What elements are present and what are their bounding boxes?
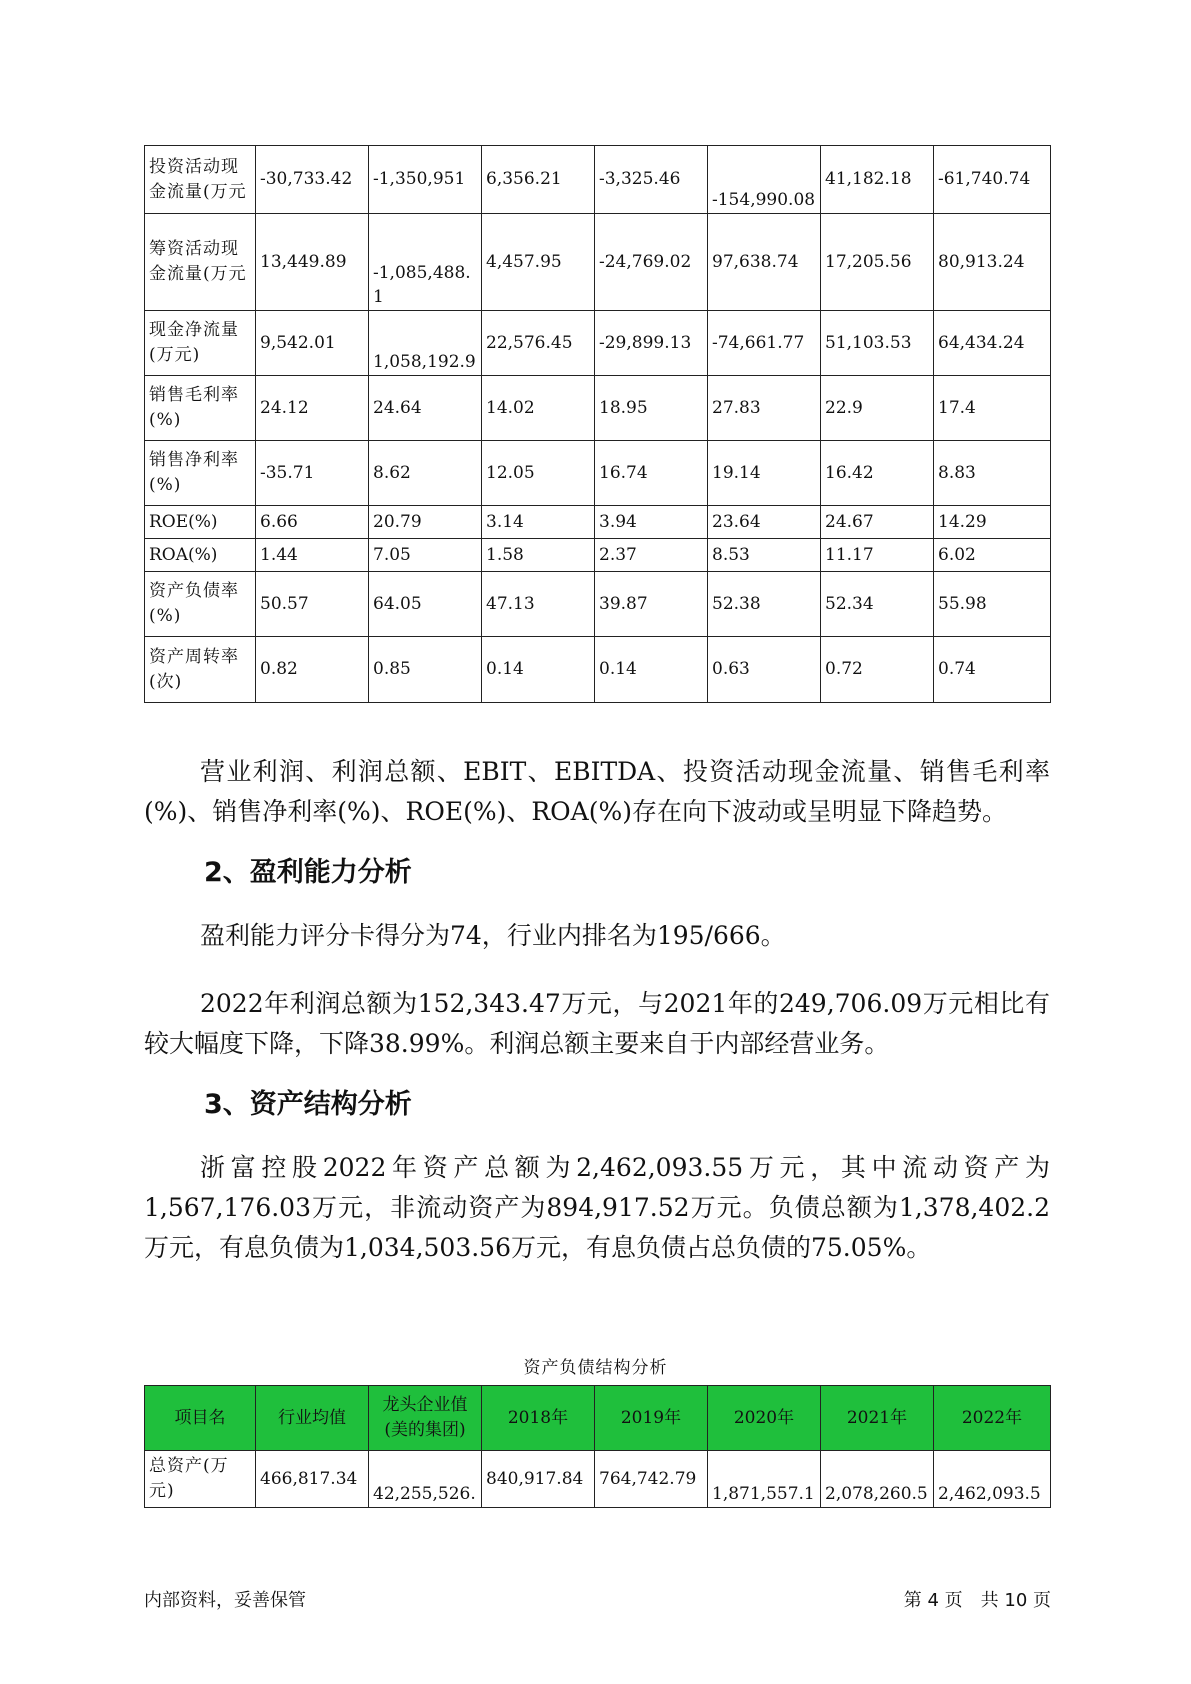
table-cell: 14.02 — [482, 376, 595, 441]
table-cell: 1,871,557.1 — [708, 1451, 821, 1508]
table-cell: 0.82 — [256, 637, 369, 703]
table-cell: 9,542.01 — [256, 311, 369, 376]
table-row — [145, 214, 1051, 311]
table-cell: 840,917.84 — [482, 1451, 595, 1508]
table-row — [145, 539, 1051, 572]
table-cell: 52.38 — [708, 572, 821, 637]
table-cell: 764,742.79 — [595, 1451, 708, 1508]
table-cell: -35.71 — [256, 441, 369, 506]
table-cell: 27.83 — [708, 376, 821, 441]
row-label: 现金净流量 (万元) — [145, 311, 256, 376]
profit-total-paragraph: 2022年利润总额为152,343.47万元，与2021年的249,706.09万元相比有较大幅度下降，下降38.99%。利润总额主要来自于内部经营业务。 — [144, 989, 1050, 1058]
table-cell: 3.94 — [595, 506, 708, 539]
table-cell: 55.98 — [934, 572, 1051, 637]
table-cell: 8.53 — [708, 539, 821, 572]
table-cell: -1,085,488.1 — [369, 214, 482, 311]
table-cell: -30,733.42 — [256, 146, 369, 214]
table-cell: 24.64 — [369, 376, 482, 441]
column-header: 2021年 — [821, 1386, 934, 1451]
section-heading-asset-structure: 3、资产结构分析 — [204, 1089, 412, 1120]
table-cell: 0.14 — [482, 637, 595, 703]
table-cell: 17,205.56 — [821, 214, 934, 311]
column-header: 行业均值 — [256, 1386, 369, 1451]
table-cell: 13,449.89 — [256, 214, 369, 311]
column-header: 2018年 — [482, 1386, 595, 1451]
row-label: 销售毛利率 (%) — [145, 376, 256, 441]
row-label: ROE(%) — [145, 506, 256, 539]
table-cell: 8.83 — [934, 441, 1051, 506]
table-cell: 80,913.24 — [934, 214, 1051, 311]
table-cell: 7.05 — [369, 539, 482, 572]
table-row — [145, 146, 1051, 214]
column-header: 2022年 — [934, 1386, 1051, 1451]
row-label: 筹资活动现 金流量(万元 — [145, 214, 256, 311]
row-label: 投资活动现 金流量(万元 — [145, 146, 256, 214]
table-cell: 2.37 — [595, 539, 708, 572]
table-row — [145, 572, 1051, 637]
table-cell: 6.02 — [934, 539, 1051, 572]
table-cell: 39.87 — [595, 572, 708, 637]
table-cell: -154,990.08 — [708, 146, 821, 214]
table-cell: 8.62 — [369, 441, 482, 506]
table-cell: 1.58 — [482, 539, 595, 572]
table-row — [145, 441, 1051, 506]
trend-paragraph: 营业利润、利润总额、EBIT、EBITDA、投资活动现金流量、销售毛利率(%)、销售净利率(%)、ROE(%)、ROA(%)存在向下波动或呈明显下降趋势。 — [144, 757, 1050, 826]
table-row — [145, 506, 1051, 539]
table-cell: 52.34 — [821, 572, 934, 637]
table-cell: 24.67 — [821, 506, 934, 539]
footer-confidential: 内部资料，妥善保管 — [144, 1590, 306, 1611]
table-cell: 0.85 — [369, 637, 482, 703]
table-cell: 1.44 — [256, 539, 369, 572]
table-cell: 16.42 — [821, 441, 934, 506]
table-cell: 14.29 — [934, 506, 1051, 539]
table-cell: 51,103.53 — [821, 311, 934, 376]
balance-structure-table — [144, 1385, 1051, 1508]
table-cell: -61,740.74 — [934, 146, 1051, 214]
table-cell: 18.95 — [595, 376, 708, 441]
footer-page-number: 第 4 页 共 10 页 — [903, 1590, 1051, 1611]
table-cell: -74,661.77 — [708, 311, 821, 376]
row-label: 总资产(万 元) — [145, 1451, 256, 1508]
table-cell: 0.74 — [934, 637, 1051, 703]
table-header-row — [145, 1386, 1051, 1451]
table-row — [145, 1451, 1051, 1508]
row-label: 资产周转率 (次) — [145, 637, 256, 703]
table-cell: -24,769.02 — [595, 214, 708, 311]
row-label: 资产负债率 (%) — [145, 572, 256, 637]
table-cell: 4,457.95 — [482, 214, 595, 311]
table-cell: 24.12 — [256, 376, 369, 441]
table-cell: 20.79 — [369, 506, 482, 539]
table-cell: 0.72 — [821, 637, 934, 703]
table-cell: 41,182.18 — [821, 146, 934, 214]
table-cell: 0.63 — [708, 637, 821, 703]
table-cell: 64.05 — [369, 572, 482, 637]
column-header: 项目名 — [145, 1386, 256, 1451]
table-cell: -29,899.13 — [595, 311, 708, 376]
row-label: 销售净利率 (%) — [145, 441, 256, 506]
profit-score-paragraph: 盈利能力评分卡得分为74，行业内排名为195/666。 — [200, 921, 786, 950]
table-cell: 0.14 — [595, 637, 708, 703]
section-heading-profitability: 2、盈利能力分析 — [204, 857, 412, 888]
table-cell: -1,350,951 — [369, 146, 482, 214]
table-cell: 50.57 — [256, 572, 369, 637]
table-cell: 97,638.74 — [708, 214, 821, 311]
table-caption: 资产负债结构分析 — [523, 1358, 668, 1378]
column-header: 2020年 — [708, 1386, 821, 1451]
table-cell: 466,817.34 — [256, 1451, 369, 1508]
table-cell: 22.9 — [821, 376, 934, 441]
table-cell: 2,078,260.5 — [821, 1451, 934, 1508]
table-cell: 22,576.45 — [482, 311, 595, 376]
table-row — [145, 376, 1051, 441]
table-cell: 6.66 — [256, 506, 369, 539]
table-cell: -3,325.46 — [595, 146, 708, 214]
table-row — [145, 311, 1051, 376]
column-header: 2019年 — [595, 1386, 708, 1451]
table-cell: 1,058,192.9 — [369, 311, 482, 376]
table-cell: 23.64 — [708, 506, 821, 539]
table-cell: 11.17 — [821, 539, 934, 572]
table-cell: 19.14 — [708, 441, 821, 506]
table-row — [145, 637, 1051, 703]
table-cell: 2,462,093.5 — [934, 1451, 1051, 1508]
table-cell: 16.74 — [595, 441, 708, 506]
column-header: 龙头企业值 (美的集团) — [369, 1386, 482, 1451]
table-cell: 12.05 — [482, 441, 595, 506]
asset-structure-paragraph: 浙富控股2022年资产总额为2,462,093.55万元，其中流动资产为1,567,176.03万元，非流动资产为894,917.52万元。负债总额为1,378,402.2万元，有息负债为1,034,503.56万元，有息负债占总负债的75.05%。 — [144, 1153, 1050, 1262]
table-cell: 17.4 — [934, 376, 1051, 441]
table-cell: 64,434.24 — [934, 311, 1051, 376]
table-cell: 3.14 — [482, 506, 595, 539]
table-cell: 42,255,526. — [369, 1451, 482, 1508]
row-label: ROA(%) — [145, 539, 256, 572]
financial-indicators-table — [144, 145, 1051, 703]
table-cell: 6,356.21 — [482, 146, 595, 214]
table-cell: 47.13 — [482, 572, 595, 637]
